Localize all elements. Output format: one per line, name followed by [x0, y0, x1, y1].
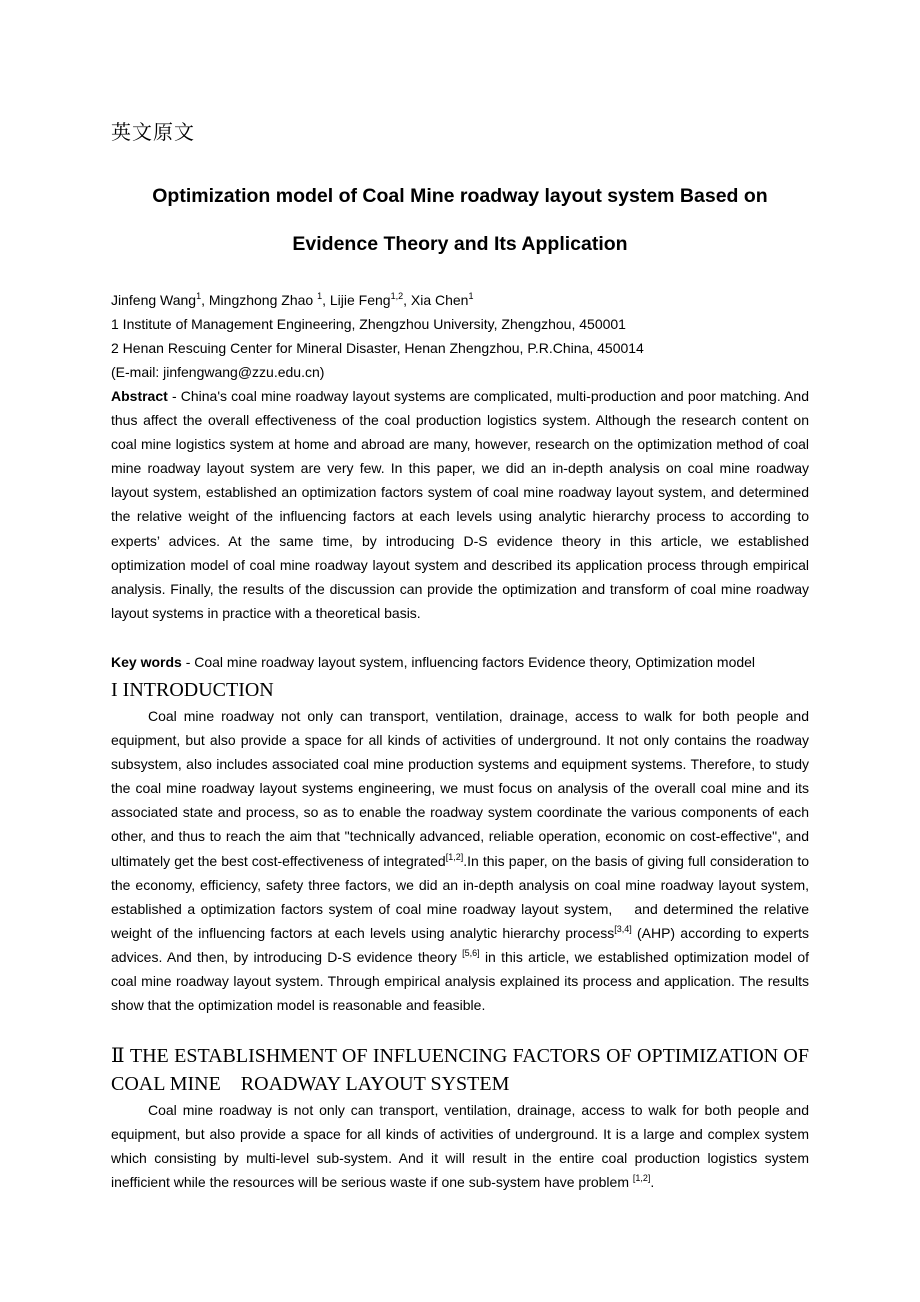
- author-3: , Lijie Feng: [322, 292, 391, 308]
- author-2-affil: 1: [317, 291, 323, 301]
- section-heading-2: Ⅱ THE ESTABLISHMENT OF INFLUENCING FACTORS OF OPTIMIZATION OF COAL MINE ROADWAY LAYOUT SYSTEM: [111, 1045, 809, 1095]
- page-header-cn: 英文原文: [111, 120, 195, 144]
- author-4-affil: 1: [468, 291, 474, 301]
- paper-title-line2: Evidence Theory and Its Application: [292, 233, 628, 255]
- author-1-affil: 1: [196, 291, 202, 301]
- author-4: , Xia Chen: [403, 292, 469, 308]
- author-3-affil: 1,2: [390, 291, 404, 301]
- paper-title-line1: Optimization model of Coal Mine roadway layout system Based on: [152, 185, 768, 207]
- affiliation-2: 2 Henan Rescuing Center for Mineral Disaster, Henan Zhengzhou, P.R.China, 450014: [111, 340, 644, 357]
- intro-text-1: Coal mine roadway not only can transport, ventilation, drainage, access to walk for both people and equipment, but also provide a space for all kinds of activities of underground. It not only contains the roadway subsystem, also includes associated coal mine production systems and equipment systems. Therefore, to study the coal mine roadway layout systems engineering, we must focus on analysis of the overall coal mine and its associated state and process, so as to enable the roadway system coordinate the various components of each other, and thus to reach the aim that "technically advanced, reliable operation, economic on cost-effective", and ultimately get the best cost-effectiveness of integrated: [111, 708, 809, 869]
- contact-email: (E-mail: jinfengwang@zzu.edu.cn): [111, 364, 325, 381]
- citation-1-2: [1,2]: [445, 851, 464, 862]
- abstract-label: Abstract: [111, 388, 168, 404]
- citation-1-2-b: [1,2]: [632, 1173, 651, 1184]
- section-heading-introduction: I INTRODUCTION: [111, 679, 274, 701]
- affiliation-1: 1 Institute of Management Engineering, Zhengzhou University, Zhengzhou, 450001: [111, 316, 626, 333]
- citation-3-4: [3,4]: [614, 923, 632, 934]
- author-1: Jinfeng Wang: [111, 292, 197, 308]
- intro-text-4: in this article, we established optimization model of coal mine roadway layout system. Through empirical analysis explained its process and application. The results show that the optimization model is reasonable and feasible.: [111, 948, 809, 1014]
- keywords: [111, 650, 809, 674]
- introduction-body: [111, 704, 809, 1017]
- author-2: , Mingzhong Zhao: [201, 292, 318, 308]
- keywords-text: - Coal mine roadway layout system, influencing factors Evidence theory, Optimization model: [181, 654, 756, 670]
- sec2-text-1: Coal mine roadway is not only can transport, ventilation, drainage, access to walk for both people and equipment, but also provide a space for all kinds of activities of underground. It is a large and complex system which consisting by multi-level sub-system. And it will result in the entire coal production logistics system inefficient while the resources will be serious waste if one sub-system have problem: [111, 1102, 809, 1191]
- intro-text-2: .In this paper, on the basis of giving full consideration to the economy, efficiency, safety three factors, we did an in-depth analysis on coal mine roadway layout system, established a optimization factors system of coal mine roadway layout system, and determined the relative weight of the influencing factors at each levels using analytic hierarchy process: [111, 852, 810, 941]
- abstract: [111, 384, 809, 625]
- sec2-text-2: .: [650, 1174, 655, 1191]
- abstract-text: - China's coal mine roadway layout systems are complicated, multi-production and poor matching. And thus affect the overall effectiveness of the coal production logistics system. Although the research content on coal mine logistics system at home and abroad are many, however, research on the optimization method of coal mine roadway layout system are very few. In this paper, we did an in-depth analysis on coal mine roadway layout system, established an optimization factors system of coal mine roadway layout system, and determined the relative weight of the influencing factors at each levels using analytic hierarchy process to according to experts’ advices. At the same time, by introducing D-S evidence theory in this article, we established optimization model of coal mine roadway layout system and described its application process through empirical analysis. Finally, the results of the discussion can provide the optimization and transform of coal mine roadway layout systems in practice with a theoretical basis.: [111, 388, 809, 621]
- citation-5-6: [5,6]: [462, 947, 480, 958]
- author-list: [111, 288, 809, 312]
- intro-text-3: (AHP) according to experts advices. And then, by introducing D-S evidence theory: [111, 924, 809, 965]
- section-2-body: [111, 1098, 809, 1194]
- keywords-label: Key words: [111, 654, 182, 670]
- author-block: [111, 288, 809, 384]
